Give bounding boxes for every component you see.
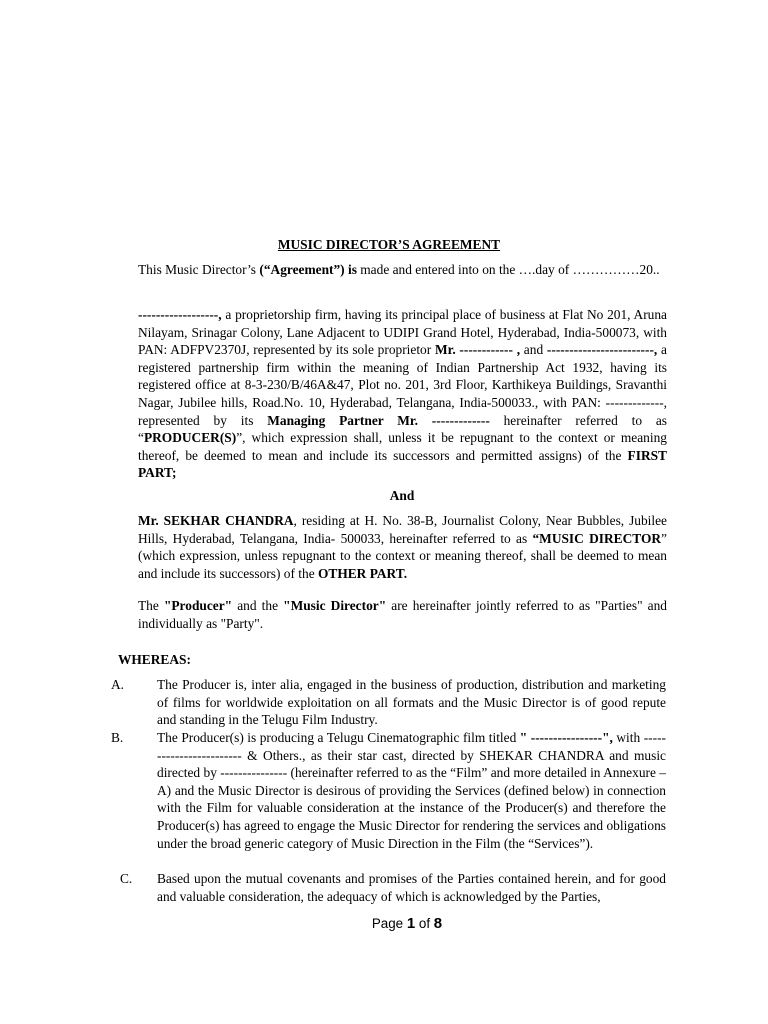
recital-text: The Producer is, inter alia, engaged in the business of production, distribution and marketing of films for worldwide exploitation on all formats and the Music Director is of good repute and standing in the Telugu Film Industry. [157,677,666,728]
page-number: 1 [406,915,416,932]
and-separator: And [389,488,415,503]
whereas-heading: WHEREAS: [118,652,191,667]
intro-paragraph: This Music Director’s (“Agreement”) is made and entered into on the ….day of ……………20.. [138,262,660,277]
first-party-paragraph: ------------------, a proprietorship firm, having its principal place of business at Flat No 201, Aruna Nilayam, Srinagar Colony, Lane Adjacent to UDIPI Grand Hotel, Hyderabad, India-500073, with PAN: ADFPV2370J, represented by its sole proprietor Mr. ------------ , and ------------------------, a registered partnership firm within the meaning of Indian Partnership Act 1932, having its registered office at 8-3-230/B/46A&47, Plot no. 201, 3rd Floor, Karthikeya Buildings, Sravanthi Nagar, Jubilee hills, Road.No. 10, Hyderabad, Telangana, India-500033., with PAN: -------------, represented by its Managing Partner Mr. ------------- hereinafter referred to as “PRODUCER(S)”, which expression shall, unless it be repugnant to the context or meaning thereof, be deemed to mean and include its successors and permitted assigns) of the FIRST PART; [138,307,667,481]
parties-definition-paragraph: The "Producer" and the "Music Director" are hereinafter jointly referred to as "Parties" and individually as "Party". [138,598,667,631]
recital-label: B. [111,730,124,745]
page-footer: Page 1 of 8 [371,915,443,932]
recital-text: Based upon the mutual covenants and promises of the Parties contained herein, and for good and valuable consideration, the adequacy of which is acknowledged by the Parties, [157,871,666,904]
document-title: MUSIC DIRECTOR’S AGREEMENT [277,237,501,252]
recital-label: A. [111,677,125,692]
other-party-paragraph: Mr. SEKHAR CHANDRA, residing at H. No. 38-B, Journalist Colony, Near Bubbles, Jubilee Hills, Hyderabad, Telangana, India- 500033, hereinafter referred to as “MUSIC DIRECTOR” (which expression, unless repugnant to the context or meaning thereof, shall be deemed to mean and include its successors) of the OTHER PART. [138,513,667,581]
recital-label: C. [120,871,133,886]
page-total: 8 [433,915,443,932]
recital-text: The Producer(s) is producing a Telugu Cinematographic film titled " ----------------", with ------------------------ & Others., as their star cast, directed by SHEKAR CHANDRA and music directed by --------------- (hereinafter referred to as the “Film” and more detailed in Annexure – A) and the Music Director is desirous of providing the Services (defined below) in connection with the Film for valuable consideration at the instance of the Producer(s) and therefore the Producer(s) has agreed to engage the Music Director for rendering the services and obligations under the broad generic category of Music Direction in the Film (the “Services”). [157,730,666,851]
